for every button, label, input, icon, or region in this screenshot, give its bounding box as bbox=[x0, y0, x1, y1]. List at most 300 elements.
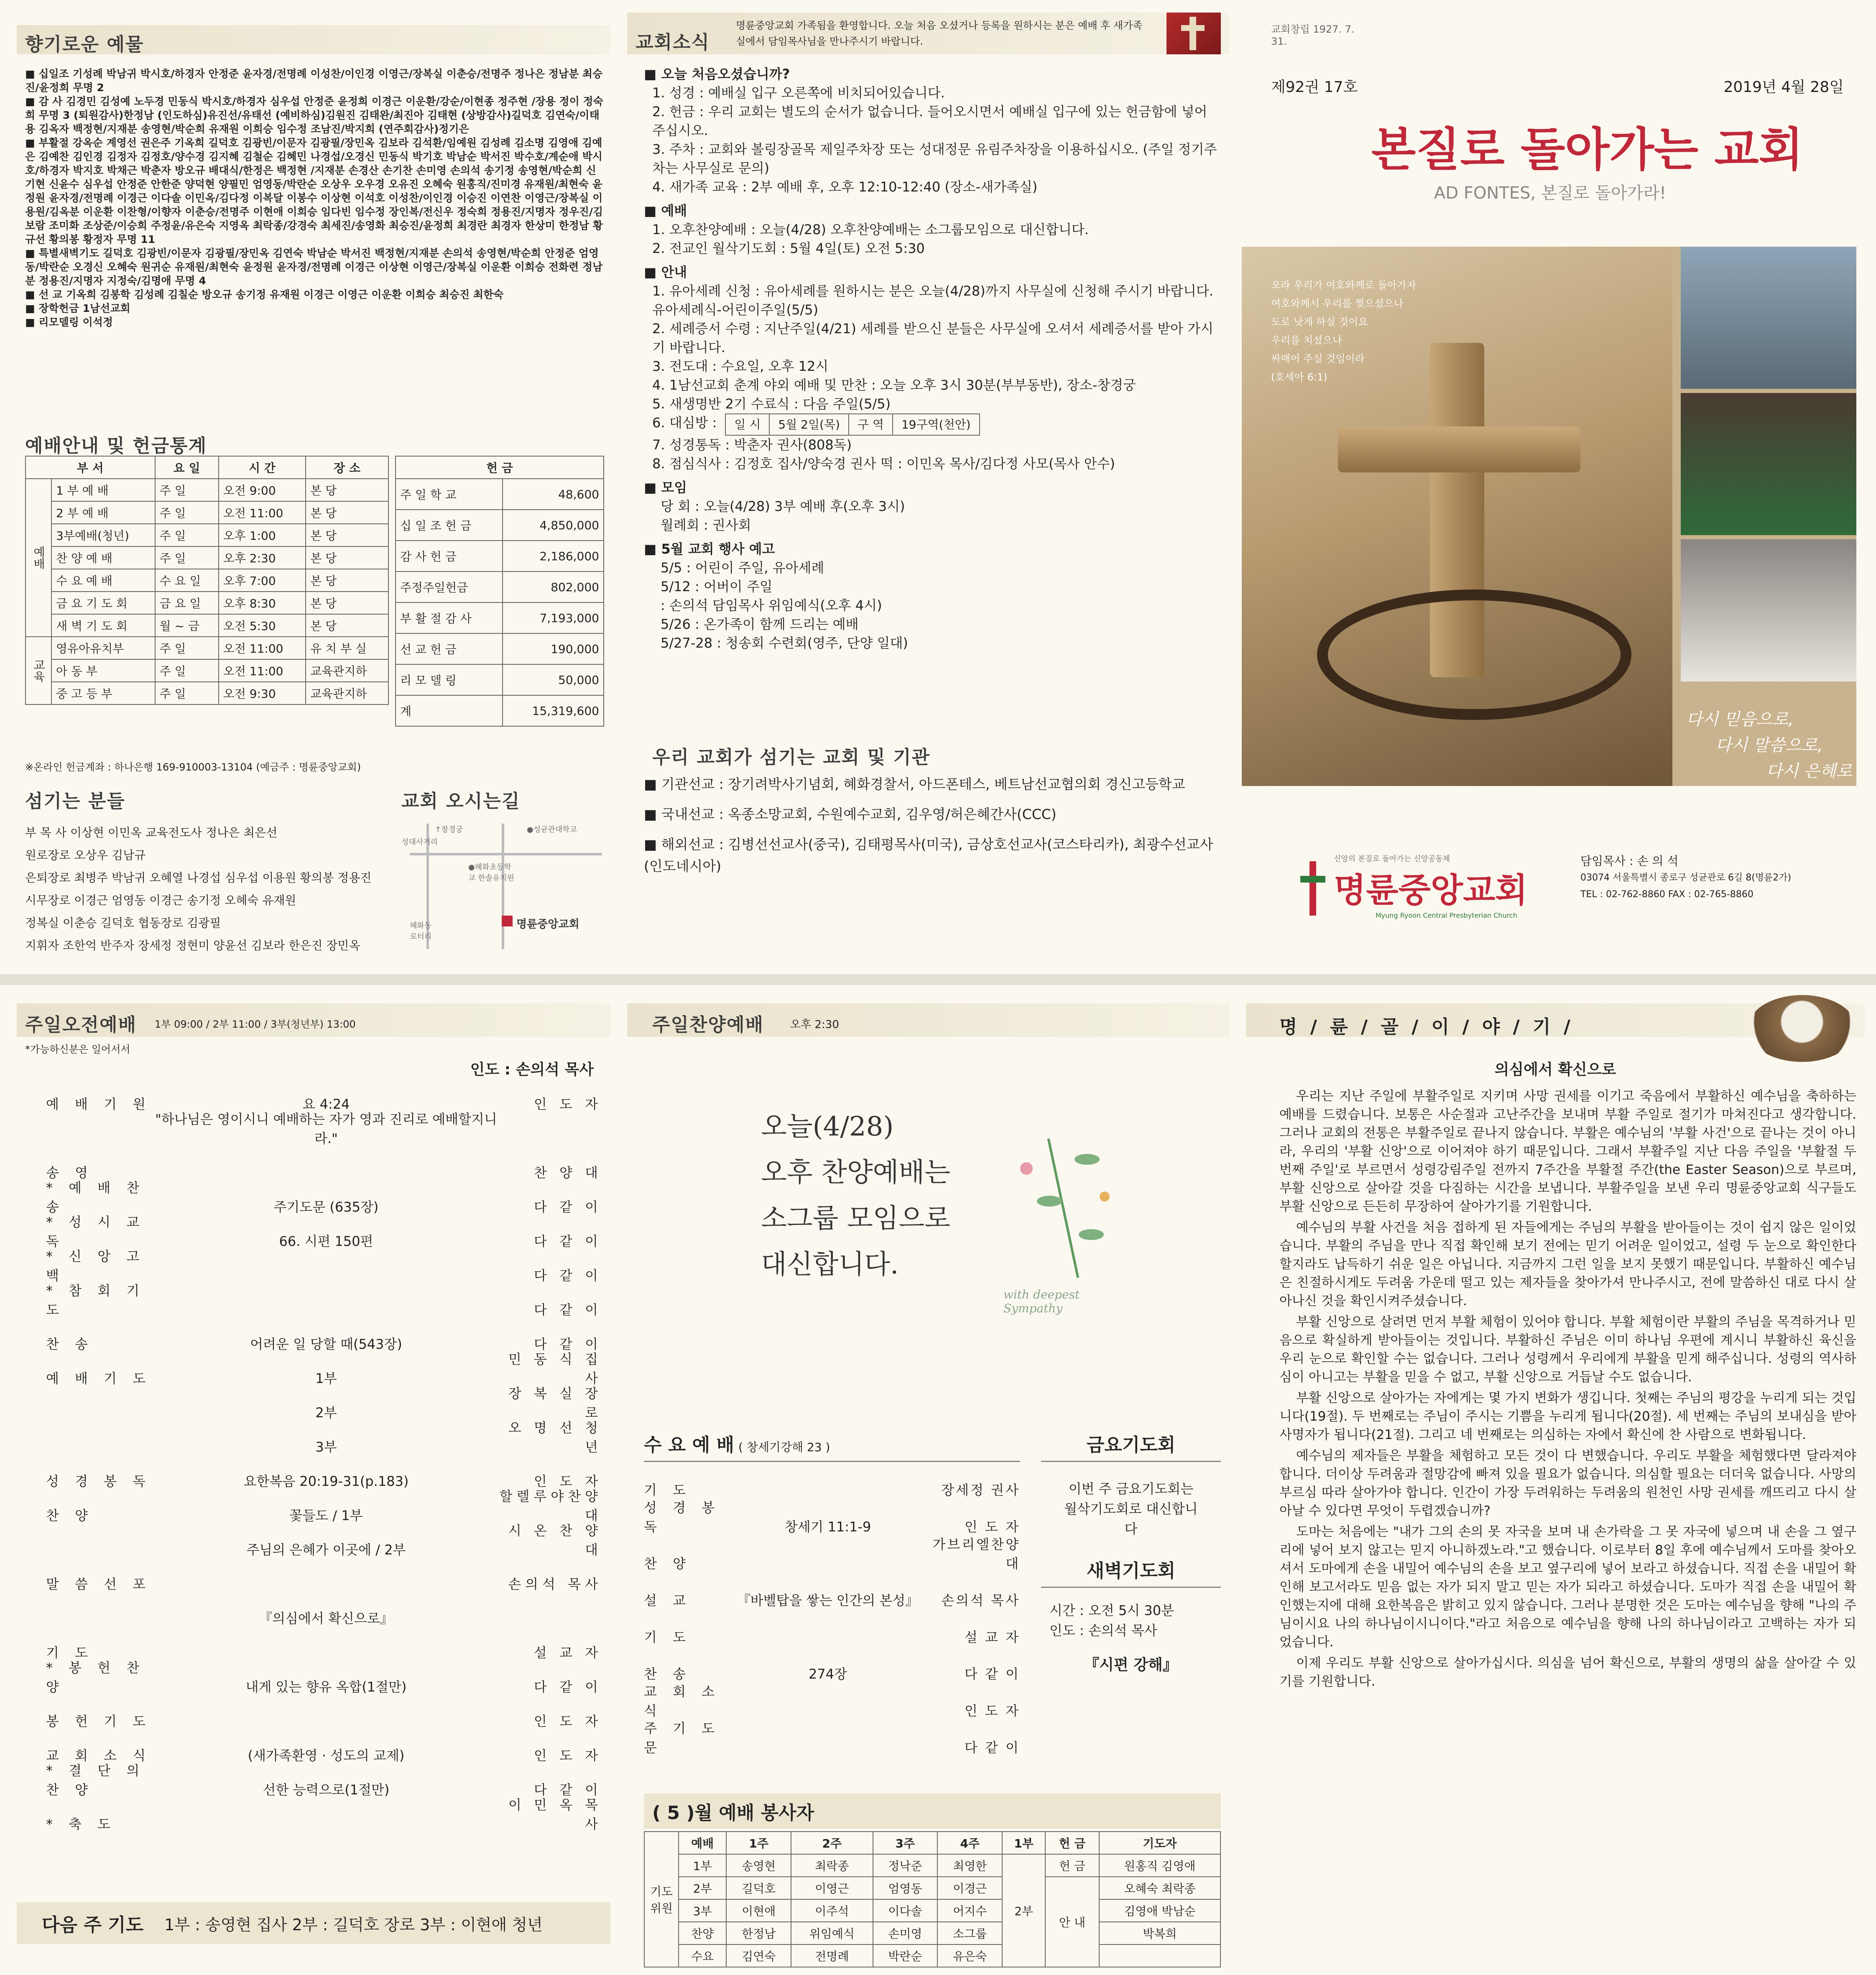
visit-table-row bbox=[725, 414, 979, 435]
table-cell: 십 일 조 헌 금 bbox=[396, 510, 503, 541]
service-leader: 인도 : 손의석 목사 bbox=[470, 1061, 594, 1078]
order-row bbox=[46, 1593, 602, 1627]
event-item: 5/5 : 어린이 주일, 유아세례 bbox=[661, 560, 824, 576]
slogan-line: 다시 은혜로 bbox=[1766, 762, 1852, 781]
welcome-text: 명륜중앙교회 가족됨을 환영합니다. 오늘 처음 오셨거나 등록을 원하시는 분은 예배 후 새가족실에서 담임목사님을 만나주시기 바랍니다. bbox=[736, 20, 1143, 47]
founded-label: 교회창립 1927. 7. 31. bbox=[1271, 23, 1355, 47]
col-header: 예배 bbox=[679, 1832, 726, 1854]
order-item: 교 회 소 식 bbox=[46, 1748, 152, 1763]
standing-note: *가능하신분은 일어서서 bbox=[25, 1044, 130, 1055]
table-row bbox=[26, 659, 388, 682]
order-detail: 3부 bbox=[315, 1439, 337, 1455]
wed-row bbox=[644, 1462, 1020, 1499]
order-item: * 봉 헌 찬 양 bbox=[46, 1660, 145, 1695]
map-road bbox=[502, 824, 504, 949]
hand-line: 오늘(4/28) bbox=[761, 1111, 894, 1142]
sympathy-script: with deepest Sympathy bbox=[1003, 1288, 1080, 1315]
bottom-mid-panel bbox=[627, 995, 1229, 1965]
table-cell: 교육관지하 bbox=[306, 659, 388, 682]
order-person: 시 온 찬 양 대 bbox=[508, 1523, 602, 1558]
table-cell: 오전 11:00 bbox=[219, 659, 306, 682]
cross-shape bbox=[1189, 17, 1196, 50]
table-row bbox=[26, 479, 388, 501]
server-line: 원로장로 오상우 김남규 bbox=[25, 848, 146, 862]
flower-illustration bbox=[1003, 1129, 1129, 1288]
first-visit-item: 2. 헌금 : 우리 교회는 별도의 순서가 없습니다. 들어오시면서 예배실 입구에 있는 헌금함에 넣어 주십시오. bbox=[652, 104, 1207, 138]
table-cell: 새 벽 기 도 회 bbox=[51, 614, 155, 637]
wed-item: 성 경 봉 독 bbox=[644, 1500, 721, 1535]
phone-fax: TEL : 02-762-8860 FAX : 02-765-8860 bbox=[1580, 889, 1753, 900]
table-cell: 오전 11:00 bbox=[219, 501, 306, 524]
order-item: * 예 배 찬 송 bbox=[46, 1180, 145, 1215]
order-item: 기 도 bbox=[46, 1645, 94, 1661]
table-cell: 수 요 일 bbox=[155, 569, 219, 592]
order-detail: 주님의 은혜가 이곳에 / 2부 bbox=[246, 1542, 406, 1558]
first-visit-item: 3. 주차 : 교회와 볼링장골목 제일주차장 또는 성대정문 유림주차장을 이용하십시오. (주일 정기주차는 사무실로 문의) bbox=[652, 141, 1217, 176]
table-row bbox=[26, 614, 388, 637]
top-left-panel bbox=[17, 13, 610, 966]
wed-row bbox=[644, 1609, 1020, 1646]
table-row bbox=[26, 546, 388, 569]
wed-person: 다 같 이 bbox=[964, 1740, 1020, 1756]
wed-person: 장세정 권사 bbox=[941, 1482, 1020, 1498]
table-cell: 전명례 bbox=[791, 1944, 873, 1967]
order-item: 찬 송 bbox=[46, 1336, 94, 1352]
wed-person: 설 교 자 bbox=[964, 1629, 1020, 1645]
guide-item: 2. 세례증서 수령 : 지난주일(4/21) 세례를 받으신 분들은 사무실에 오셔서 세례증서를 받아 가시기 바랍니다. bbox=[652, 321, 1214, 355]
wed-row bbox=[644, 1683, 1020, 1720]
mission-title: 우리 교회가 섬기는 교회 및 기관 bbox=[652, 747, 931, 768]
order-detail: 2부 bbox=[315, 1405, 337, 1421]
table-cell bbox=[1099, 1944, 1220, 1967]
table-cell: 3부예배(청년) bbox=[51, 524, 155, 546]
sunday-service-title: 주일오전예배 bbox=[25, 1014, 137, 1036]
thorn-crown bbox=[1317, 589, 1631, 720]
church-name: 명륜중앙교회 bbox=[1334, 871, 1528, 910]
table-cell: 수 요 예 배 bbox=[51, 569, 155, 592]
first-visit-head: ■ 오늘 처음오셨습니까? bbox=[644, 66, 790, 82]
order-row bbox=[46, 1799, 602, 1833]
next-prayer-label: 다음 주 기도 bbox=[42, 1914, 144, 1936]
server-line: 지휘자 조한억 반주자 장세정 정현미 양윤선 김보라 한은진 장민옥 bbox=[25, 939, 360, 952]
table-cell: 본 당 bbox=[306, 592, 388, 614]
table-cell: 주정주일헌금 bbox=[396, 572, 503, 602]
hand-line: 대신합니다. bbox=[761, 1249, 899, 1280]
verse-line: 우리를 치셨으나 bbox=[1271, 334, 1342, 346]
table-cell: 이현애 bbox=[726, 1899, 791, 1922]
wed-item: 설 교 bbox=[644, 1592, 692, 1608]
table-cell: 이영근 bbox=[791, 1877, 873, 1899]
table-cell: 박복희 bbox=[1099, 1922, 1220, 1944]
next-prayer-box bbox=[17, 1902, 610, 1944]
table-row bbox=[26, 637, 388, 659]
table-cell: 유 치 부 실 bbox=[306, 637, 388, 659]
fragrant-list bbox=[25, 67, 606, 329]
essay-paragraph: 이제 우리도 부활 신앙으로 살아가십시다. 의심을 넘어 확신으로, 부활의 생명의 삶을 살아갈 수 있기를 기원합니다. bbox=[1279, 1656, 1856, 1689]
map-label: 혜화동 로터리 bbox=[410, 921, 432, 941]
table-cell: 주 일 bbox=[155, 682, 219, 704]
table-cell: 오후 1:00 bbox=[219, 524, 306, 546]
table-cell: 엄영동 bbox=[873, 1877, 938, 1899]
table-cell: 아 동 부 bbox=[51, 659, 155, 682]
order-item: 성 경 봉 독 bbox=[46, 1473, 152, 1489]
table-row bbox=[26, 501, 388, 524]
col-header: 장 소 bbox=[306, 456, 388, 479]
event-item: 5/27-28 : 청송회 수련회(영주, 단양 일대) bbox=[661, 635, 908, 651]
news-title: 교회소식 bbox=[636, 32, 710, 53]
order-row bbox=[46, 1764, 602, 1799]
col-header: 기도자 bbox=[1099, 1832, 1220, 1854]
first-visit-item: 1. 성경 : 예배실 입구 오른쪽에 비치되어있습니다. bbox=[652, 85, 945, 101]
col-header: 부 서 bbox=[26, 456, 155, 479]
worship-schedule-table bbox=[25, 456, 389, 705]
logo-cross-icon bbox=[1300, 861, 1325, 916]
wed-person: 손의석 목사 bbox=[941, 1592, 1020, 1608]
leaf-icon bbox=[1037, 1196, 1062, 1207]
order-row bbox=[46, 1216, 602, 1250]
order-row bbox=[46, 1524, 602, 1559]
order-row bbox=[46, 1490, 602, 1524]
praise-service-title: 주일찬양예배 bbox=[652, 1014, 764, 1036]
mission-item: ■ 국내선교 : 옥종소망교회, 수원예수교회, 김우영/허은혜간사(CCC) bbox=[644, 806, 1057, 822]
essay-paragraph: 부활 신앙으로 살아가는 자에게는 몇 가지 변화가 생깁니다. 첫째는 주님의 평강을 누리게 되는 것입니다(19절). 두 번째로는 주님이 주시는 기쁨을 누리게 됩니다(20절). 세 번째는 주님의 보내심을 받아 사명자가 됩니다(21절). 그리고 네 번째로는 의심하는 자에서 확신에 찬 사람으로 변화됩니다. bbox=[1279, 1391, 1856, 1442]
server-line: 부 목 사 이상현 이민옥 교육전도사 정나은 최은선 bbox=[25, 826, 278, 840]
order-item: 말 씀 선 포 bbox=[46, 1576, 152, 1592]
order-detail: 66. 시편 150편 bbox=[279, 1233, 373, 1249]
order-detail: 『의심에서 확신으로』 bbox=[259, 1610, 393, 1626]
wed-subtitle: ( 창세기강해 23 ) bbox=[738, 1440, 830, 1454]
order-person: 장 복 실 장 로 bbox=[508, 1386, 602, 1421]
map-label: ↑창경궁 bbox=[435, 825, 463, 834]
slogan bbox=[1685, 707, 1852, 784]
service-helpers-table bbox=[644, 1831, 1221, 1967]
map-label: 성대사거리 bbox=[401, 838, 438, 847]
table-cell: 본 당 bbox=[306, 569, 388, 592]
leaf-icon bbox=[1075, 1154, 1100, 1165]
wed-title: 수 요 예 배 bbox=[644, 1434, 734, 1456]
offering-table bbox=[395, 456, 604, 727]
wed-item: 기 도 bbox=[644, 1629, 692, 1645]
table-cell: 50,000 bbox=[503, 664, 604, 695]
guide-item: 3. 전도대 : 수요일, 오후 12시 bbox=[652, 358, 829, 374]
col-header: 2주 bbox=[791, 1832, 873, 1854]
table-cell: 오전 5:30 bbox=[219, 614, 306, 637]
table-cell: 길덕호 bbox=[726, 1877, 791, 1899]
worship-header-row bbox=[26, 456, 388, 479]
table-cell: 정낙준 bbox=[873, 1854, 938, 1877]
map-road bbox=[410, 853, 602, 855]
table-cell: 리 모 델 링 bbox=[396, 664, 503, 695]
wed-detail: 274장 bbox=[809, 1666, 847, 1682]
table-row bbox=[396, 541, 604, 572]
order-person: 다 같 이 bbox=[533, 1679, 602, 1695]
order-person: 할렐루야찬양대 bbox=[499, 1488, 602, 1523]
guide-item: 8. 점심식사 : 김정호 집사/양숙경 권사 떡 : 이민옥 목사/김다정 사모(목사 안수) bbox=[652, 456, 1115, 472]
fragrant-line: ■ 부활절 강옥순 계영선 권은주 기옥희 길덕호 김광빈/이문자 김광필/장민옥 김보라 김석환/임예원 김성례 김소명 김영애 김예은 김예찬 김인경 김정자 김정호/양수경 김지혜 김철순 김혜민 나경섭/오경신 민동식 박기호 박남순 박서진 박수호/계순애 박시호/하경자 박지호 박채근 박춘자 방오규 배대식/한정은 백정현 /지재분 손경산 손기찬 손미영 손의석 송기정 송영현/박순희 신기현 신윤수 심우섭 안정준 안한준 양덕현 양필민 엄영동/박란순 오상우 오우경 오유진 오혜숙 원홍직/진미경 유재원/최현숙 윤정원 윤자경/전명례 이경근 이다솔 이민옥/김다정 이복달 이봉수 이상현 이석호 이성찬/이인경 이승진 이연찬 이영근/장복실 이용원/김옥분 이운환 이찬형/이향자 이춘승/전명주 이현애 이희승 임다빈 임수정 장인복/전신우 정숙희 정용진/지명자 정우진/김보람 조미화 조상준/이승희 주정윤/유은숙 지영옥 최락종/강경숙 최세진/송영화 최승진/윤정희 최경란 최경자 한상미 한정남 황규선 황의봉 황정자 무명 11 bbox=[25, 137, 603, 245]
worship-guide-title: 예배안내 및 헌금통계 bbox=[25, 435, 207, 457]
essay-paragraph: 예수님의 부활 사건을 처음 접하게 된 자들에게는 주님의 부활을 받아들이는 것이 쉽지 않은 일이었습니다. 부활의 주님을 만나 직접 확인해 보기 전에는 믿기 어려운 일이었고, 설령 두 눈으로 확인한다 할지라도 납득하기 쉬운 일은 아닙니다. 지금까지 그런 일을 보지 못했기 때문입니다. 부활하신 예수님은 친절하시게도 두려움 가운데 떨고 있는 제자들을 찾아가셔 만나주시고, 전에 말씀하신 대로 다시 살아나신 것을 확인시켜주셨습니다. bbox=[1279, 1220, 1856, 1309]
verse-line: (호세아 6:1) bbox=[1271, 371, 1327, 383]
side-label: 기도위원 bbox=[644, 1832, 679, 1967]
order-person: 다 같 이 bbox=[533, 1302, 602, 1318]
pastor-name: 담임목사 : 손 의 석 bbox=[1580, 854, 1679, 868]
slogan-line: 다시 말씀으로, bbox=[1715, 736, 1823, 755]
account-note: ※온라인 헌금계좌 : 하나은행 169-910003-13104 (예금주 : 명륜중앙교회) bbox=[25, 761, 361, 773]
mission-item: ■ 기관선교 : 장기려박사기념회, 혜화경찰서, 아드폰테스, 베트남선교협의회 경신고등학교 bbox=[644, 776, 1185, 792]
logo-cross-h bbox=[1300, 876, 1325, 883]
verse-line: 여호와께서 우리를 찢으셨으나 bbox=[1271, 298, 1404, 309]
table-cell: 찬 양 예 배 bbox=[51, 546, 155, 569]
table-row bbox=[396, 664, 604, 695]
table-cell: 수요 bbox=[679, 1944, 726, 1967]
page-fold-horizontal bbox=[0, 974, 1876, 985]
order-person: 다 같 이 bbox=[533, 1336, 602, 1352]
wed-item: 찬 양 bbox=[644, 1556, 692, 1572]
pastor-photo bbox=[1681, 393, 1856, 535]
main-title: 본질로 돌아가는 교회 bbox=[1371, 122, 1803, 176]
worship-item: 2. 전교인 월삭기도회 : 5월 4일(토) 오전 5:30 bbox=[652, 240, 925, 256]
order-person: 민 동 식 집 사 bbox=[508, 1351, 602, 1386]
order-person: 다 같 이 bbox=[533, 1199, 602, 1215]
table-cell: 헌 금 bbox=[1045, 1854, 1099, 1877]
essay-paragraph: 도마는 처음에는 "내가 그의 손의 못 자국을 보며 내 손가락을 그 못 자국에 넣으며 내 손을 그 옆구리에 넣어 보지 않고는 믿지 아니하겠노라."고 했습니다. 이로부터 8일 후에 예수님께서 도마를 찾아오셔서 도마에게 손을 내밀어 예수님의 손을 보고 옆구리에 넣어 보라고 하셨습니다. 직접 손을 내밀어 확인해 보고서라도 믿음 없는 자가 되지 말고 믿는 자가 되라고 하셨습니다. 도마가 직접 손을 내밀어 확인했는지에 대해 요한복음은 밝히고 있지 않습니다. 그러나 분명한 것은 도마는 예수님을 향해 "나의 주님이시요 나의 하나님이시니이다."라고 처음으로 예수님을 향해 나의 하나님이라고 고백하는 자가 되었습니다. bbox=[1279, 1524, 1856, 1650]
table-cell: 190,000 bbox=[503, 633, 604, 664]
table-cell: 주 일 bbox=[155, 479, 219, 501]
order-row bbox=[46, 1421, 602, 1456]
order-row bbox=[46, 1456, 602, 1490]
table-cell: 어지수 bbox=[937, 1899, 1002, 1922]
church-tag: 신앙의 본질로 돌아가는 신앙공동체 bbox=[1334, 855, 1450, 863]
map-title: 교회 오시는길 bbox=[401, 791, 521, 812]
top-right-panel bbox=[1238, 13, 1865, 966]
table-row bbox=[396, 695, 604, 726]
church-map bbox=[401, 819, 602, 957]
contact-info bbox=[1580, 853, 1856, 903]
order-person: 설 교 자 bbox=[533, 1645, 602, 1661]
order-item: * 축 도 bbox=[46, 1816, 117, 1832]
verse-line: 도로 낫게 하실 것이요 bbox=[1271, 316, 1368, 328]
table-row bbox=[396, 602, 604, 633]
order-person: 오 명 선 청 년 bbox=[508, 1420, 602, 1455]
essay-paragraph: 우리는 지난 주일에 부활주일로 지키며 사망 권세를 이기고 죽음에서 부활하신 예수님을 축하하는 예배를 드렸습니다. 보통은 사순절과 고난주간을 보내며 부활 주일로 절기가 마쳐진다고 생각합니다. 그러나 교회의 전통은 부활주일로 끝나지 않습니다. 부활은 예수님의 '부활 사건'으로 끝나는 것이 아니라, 우리의 '부활 신앙'으로 이어져야 하기 때문입니다. 그래서 부활주일 지난 다음 주일을 '부활절 두 번째 주일'로 부르면서 성령강림주일 전까지 7주간을 부활절 주간(the Easter Season)으로 부르며, 부활 신앙으로 살아갈 것을 다짐하는 시간을 보냅니다. 부활주일을 보낸 우리 명륜중앙교회 식구들도 부활 신앙으로 든든히 무장하여 살아가기를 기원합니다. bbox=[1279, 1089, 1856, 1214]
wed-row bbox=[644, 1536, 1020, 1572]
wed-detail: 창세기 11:1-9 bbox=[784, 1519, 871, 1535]
wed-person: 가브리엘찬양대 bbox=[932, 1536, 1020, 1572]
table-row bbox=[396, 633, 604, 664]
table-cell: 안 내 bbox=[1045, 1877, 1099, 1967]
order-row bbox=[46, 1079, 602, 1113]
table-cell: 본 당 bbox=[306, 501, 388, 524]
table-cell: 오전 9:30 bbox=[219, 682, 306, 704]
main-subtitle: AD FONTES, 본질로 돌아가라! bbox=[1434, 184, 1667, 203]
order-row bbox=[46, 1284, 602, 1319]
order-row bbox=[46, 1147, 602, 1181]
friday-text: 이번 주 금요기도회는 월삭기도회로 대신합니다 bbox=[1064, 1481, 1198, 1537]
mission-list bbox=[644, 773, 1221, 877]
dawn-text: 『시편 강해』 bbox=[1084, 1656, 1178, 1674]
order-person: 인 도 자 bbox=[533, 1473, 602, 1489]
table-cell: 금 요 기 도 회 bbox=[51, 592, 155, 614]
wed-item: 기 도 bbox=[644, 1482, 692, 1498]
table-cell: 48,600 bbox=[503, 479, 604, 510]
order-item: * 결 단 의 찬 양 bbox=[46, 1763, 145, 1798]
friday-section bbox=[1041, 1430, 1221, 1674]
table-cell: 박란순 bbox=[873, 1944, 938, 1967]
worship-body bbox=[26, 479, 388, 704]
order-row bbox=[46, 1627, 602, 1661]
order-detail: 주기도문 (635장) bbox=[273, 1199, 379, 1215]
order-row bbox=[46, 1661, 602, 1696]
guide-item: 6. 대심방 : bbox=[652, 415, 717, 431]
col-header: 헌 금 bbox=[396, 456, 604, 479]
fragrant-line: ■ 특별새벽기도 길덕호 김광빈/이문자 김광필/장민옥 김연숙 박남순 박서진 백정현/지재분 손의석 송영현/박순희 안정준 엄영동/박란순 오경신 오혜숙 원귀순 유재원/최현숙 윤정원 윤자경/전명례 이경근 이상현 이영근/장복실 이운환 이희승 전화련 정남분 정용진/지명자 지정숙/김명애 무명 4 bbox=[25, 247, 603, 287]
order-person: 인 도 자 bbox=[533, 1096, 602, 1112]
essay-title: 의심에서 확신으로 bbox=[1494, 1061, 1616, 1078]
table-row bbox=[396, 510, 604, 541]
table-cell: 손미영 bbox=[873, 1922, 938, 1944]
order-detail: "하나님은 영이시니 예배하는 자가 영과 진리로 예배할지니라." bbox=[155, 1111, 497, 1146]
order-detail: (새가족환영 · 성도의 교제) bbox=[248, 1748, 405, 1763]
server-line: 정복실 이춘승 길덕호 협동장로 김광필 bbox=[25, 916, 221, 930]
table-cell: 본 당 bbox=[306, 479, 388, 501]
table-cell: 주 일 bbox=[155, 501, 219, 524]
story-title: 명 / 륜 / 골 / 이 / 야 / 기 / bbox=[1279, 1016, 1574, 1038]
order-person: 이 민 옥 목 사 bbox=[508, 1797, 602, 1832]
table-cell: 위임예식 bbox=[791, 1922, 873, 1944]
table-cell: 2부 bbox=[679, 1877, 726, 1899]
order-item: 예 배 기 도 bbox=[46, 1370, 152, 1386]
table-row bbox=[644, 1854, 1220, 1877]
table-row bbox=[26, 524, 388, 546]
order-person: 다 같 이 bbox=[533, 1233, 602, 1249]
table-cell: 찬양 bbox=[679, 1922, 726, 1944]
table-cell: 중 고 등 부 bbox=[51, 682, 155, 704]
order-detail: 내게 있는 향유 옥합(1절만) bbox=[245, 1679, 407, 1695]
table-row bbox=[26, 569, 388, 592]
order-row bbox=[46, 1113, 602, 1147]
church-marker-icon bbox=[502, 916, 513, 926]
order-person: 손의석 목사 bbox=[508, 1576, 602, 1592]
order-row bbox=[46, 1353, 602, 1387]
order-row bbox=[46, 1319, 602, 1353]
order-row bbox=[46, 1696, 602, 1730]
fragrant-line: ■ 선 교 기옥희 김봉학 김성례 김칠순 방오규 송기정 유재원 이경근 이영근 이운환 이희승 최승진 최한숙 bbox=[25, 288, 504, 301]
event-item: : 손의석 담임목사 위임예식(오후 4시) bbox=[661, 597, 882, 613]
table-row bbox=[644, 1832, 1220, 1854]
order-row bbox=[46, 1559, 602, 1593]
order-item: 송 영 bbox=[46, 1165, 94, 1181]
col-header: 4주 bbox=[937, 1832, 1002, 1854]
order-detail: 요한복음 20:19-31(p.183) bbox=[243, 1473, 409, 1489]
map-label: ●성균관대학교 bbox=[527, 825, 577, 834]
essay-body bbox=[1279, 1087, 1856, 1691]
meeting-item: 당 회 : 오늘(4/28) 3부 예배 후(오후 3시) bbox=[661, 498, 905, 514]
dawn-time: 시간 : 오전 5시 30분 bbox=[1049, 1602, 1174, 1618]
table-cell: 본 당 bbox=[306, 614, 388, 637]
table-cell: 주 일 학 교 bbox=[396, 479, 503, 510]
table-cell: 이경근 bbox=[937, 1877, 1002, 1899]
guide-head: ■ 안내 bbox=[644, 264, 687, 280]
table-cell: 교육관지하 bbox=[306, 682, 388, 704]
visit-cell: 구 역 bbox=[849, 414, 893, 435]
table-cell: 주 일 bbox=[155, 546, 219, 569]
col-header: 3주 bbox=[873, 1832, 938, 1854]
offering-body bbox=[396, 479, 604, 726]
order-row bbox=[46, 1181, 602, 1216]
visit-cell: 5월 2일(목) bbox=[769, 414, 849, 435]
table-cell: 802,000 bbox=[503, 572, 604, 602]
servers-list bbox=[25, 822, 393, 957]
table-cell: 2부 bbox=[1002, 1854, 1045, 1967]
table-row bbox=[396, 572, 604, 602]
table-cell: 오후 2:30 bbox=[219, 546, 306, 569]
next-prayer-text: 1부 : 송영현 집사 2부 : 길덕호 장로 3부 : 이현애 청년 bbox=[164, 1915, 543, 1934]
church-tower-photo bbox=[1681, 247, 1856, 389]
wed-order bbox=[644, 1462, 1020, 1756]
guide-item: 7. 성경통독 : 박춘자 권사(808독) bbox=[652, 437, 852, 453]
visit-cell: 일 시 bbox=[725, 414, 769, 435]
dawn-title: 새벽기도회 bbox=[1041, 1556, 1221, 1588]
order-item: * 성 시 교 독 bbox=[46, 1214, 145, 1249]
table-cell: 월 ~ 금 bbox=[155, 614, 219, 637]
table-cell: 소그룹 bbox=[937, 1922, 1002, 1944]
event-item: 5/26 : 온가족이 함께 드리는 예배 bbox=[661, 616, 859, 632]
table-cell: 김연숙 bbox=[726, 1944, 791, 1967]
order-item: 찬 양 bbox=[46, 1508, 94, 1523]
nest-icon bbox=[1748, 995, 1856, 1062]
order-detail: 꽃들도 / 1부 bbox=[289, 1508, 363, 1523]
mission-item: ■ 해외선교 : 김병선선교사(중국), 김태평목사(미국), 금상호선교사(코스타리카), 최광수선교사(인도네시아) bbox=[644, 836, 1213, 874]
bottom-left-panel bbox=[17, 995, 610, 1965]
table-cell: 오전 11:00 bbox=[219, 637, 306, 659]
table-cell: 오혜숙 최락종 bbox=[1099, 1877, 1220, 1899]
verse-line: 싸매어 주실 것임이라 bbox=[1271, 353, 1365, 365]
fragrant-line: ■ 감 사 김경민 김성예 노두경 민동식 박시호/하경자 심우섭 안정준 윤정희 이경근 이운환/강순/이현종 정주현 /장용 정이 정숙희 무명 3 (퇴원감사)한정남 (인도하심)유진선/유태선 (예비하심)김원진 김태완/최진아 김태현 (상방감사)길덕호 김연숙/이태용 김옥자 백정현/지재분 송영현/박순희 유재원 이희승 임수정 조남진/박지희 (연주회감사)정기은 bbox=[25, 95, 603, 135]
order-of-worship bbox=[46, 1079, 602, 1833]
table-cell: 주 일 bbox=[155, 524, 219, 546]
servers-title: 섬기는 분들 bbox=[25, 791, 125, 812]
table-cell: 본 당 bbox=[306, 524, 388, 546]
table-cell: 2,186,000 bbox=[503, 541, 604, 572]
table-row bbox=[644, 1877, 1220, 1899]
fragrant-line: ■ 리모델링 이석정 bbox=[25, 316, 113, 328]
order-row bbox=[46, 1730, 602, 1764]
address: 03074 서울특별시 종로구 성균관로 6길 8(명륜2가) bbox=[1580, 873, 1792, 883]
order-detail: 요 4:24 bbox=[302, 1096, 350, 1112]
table-cell: 유은숙 bbox=[937, 1944, 1002, 1967]
hand-line: 소그룹 모임으로 bbox=[761, 1203, 951, 1234]
table-cell: 3부 bbox=[679, 1899, 726, 1922]
order-row bbox=[46, 1250, 602, 1284]
news-body bbox=[644, 65, 1221, 653]
order-person: 인 도 자 bbox=[533, 1748, 602, 1763]
table-cell: 15,319,600 bbox=[503, 695, 604, 726]
order-person: 다 같 이 bbox=[533, 1782, 602, 1798]
col-header: 요 일 bbox=[155, 456, 219, 479]
wed-item: 주 기 도 문 bbox=[644, 1720, 721, 1756]
table-cell: 오후 8:30 bbox=[219, 592, 306, 614]
church-logo bbox=[1300, 849, 1534, 932]
table-cell: 금 요 일 bbox=[155, 592, 219, 614]
table-cell: 김영애 박남순 bbox=[1099, 1899, 1220, 1922]
order-person: 인 도 자 bbox=[533, 1713, 602, 1729]
first-visit-item: 4. 새가족 교육 : 2부 예배 후, 오후 12:10-12:40 (장소-새가족실) bbox=[652, 179, 1038, 195]
fragrant-line: ■ 십일조 기성례 박남귀 박시호/하경자 안정준 윤자경/전명례 이성찬/이인경 이영근/장복실 이춘승/전명주 정나은 정남분 최승진/윤정희 무명 2 bbox=[25, 68, 603, 94]
wed-person: 인 도 자 bbox=[964, 1519, 1020, 1535]
events-head: ■ 5월 교회 행사 예고 bbox=[644, 541, 775, 557]
church-bell-icon bbox=[1166, 13, 1221, 54]
table-cell: 한정남 bbox=[726, 1922, 791, 1944]
